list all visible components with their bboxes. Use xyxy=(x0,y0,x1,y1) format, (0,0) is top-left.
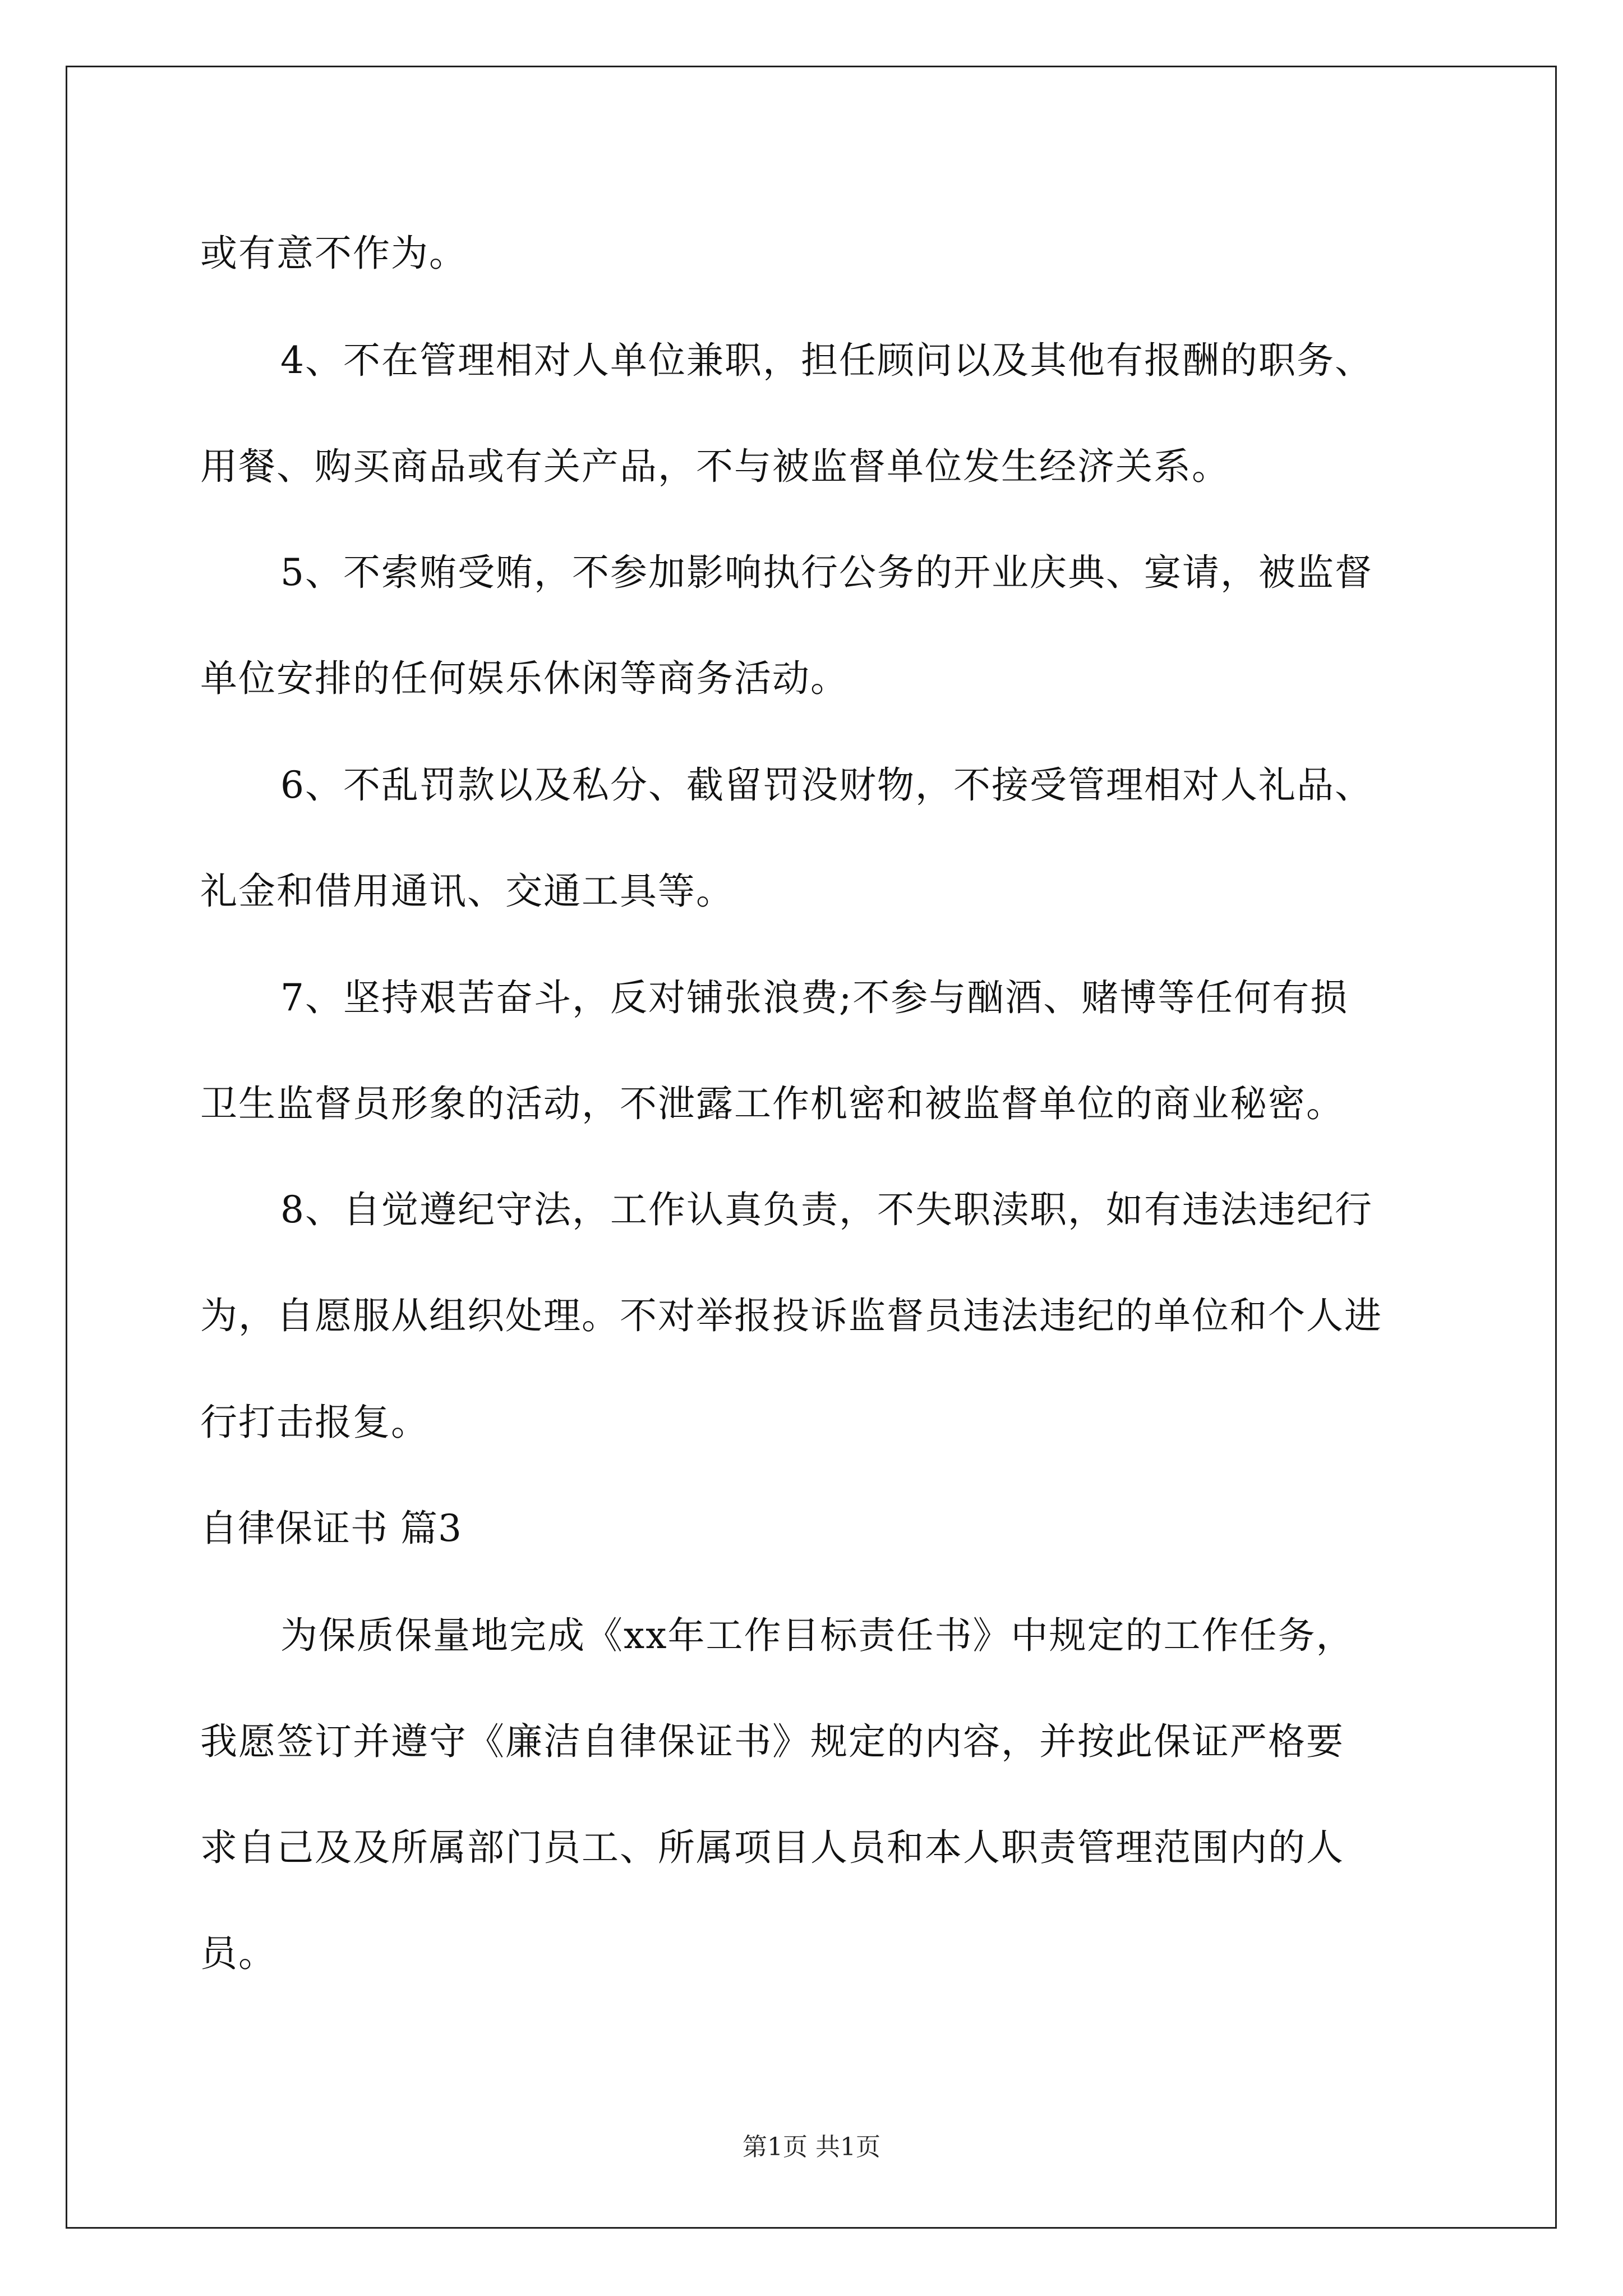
text-line: 行打击报复。 xyxy=(200,1401,429,1444)
text-line: 为，自愿服从组织处理。不对举报投诉监督员违法违纪的单位和个人进 xyxy=(200,1294,1382,1337)
text-line: 用餐、购买商品或有关产品，不与被监督单位发生经济关系。 xyxy=(200,445,1230,488)
text-line: 7、坚持艰苦奋斗，反对铺张浪费;不参与酗酒、赌博等任何有损 xyxy=(280,976,1349,1019)
text-line: 为保质保量地完成《xx年工作目标责任书》中规定的工作任务， xyxy=(280,1614,1354,1657)
text-line: 员。 xyxy=(200,1932,276,1975)
text-line: 或有意不作为。 xyxy=(200,232,467,275)
text-line: 卫生监督员形象的活动，不泄露工作机密和被监督单位的商业秘密。 xyxy=(200,1082,1344,1125)
text-line: 6、不乱罚款以及私分、截留罚没财物，不接受管理相对人礼品、 xyxy=(280,763,1373,807)
text-line: 8、自觉遵纪守法，工作认真负责，不失职渎职，如有违法违纪行 xyxy=(280,1188,1373,1231)
page-footer: 第1页 共1页 xyxy=(743,2133,880,2161)
text-line: 礼金和借用通讯、交通工具等。 xyxy=(200,869,734,913)
text-line: 4、不在管理相对人单位兼职，担任顾问以及其他有报酬的职务、 xyxy=(280,339,1373,382)
text-line: 求自己及及所属部门员工、所属项目人员和本人职责管理范围内的人 xyxy=(200,1826,1344,1869)
text-line: 单位安排的任何娱乐休闲等商务活动。 xyxy=(200,657,849,700)
section-heading: 自律保证书 篇3 xyxy=(200,1507,462,1550)
text-line: 5、不索贿受贿，不参加影响执行公务的开业庆典、宴请，被监督 xyxy=(280,551,1373,594)
text-line: 我愿签订并遵守《廉洁自律保证书》规定的内容，并按此保证严格要 xyxy=(200,1720,1344,1763)
page-border xyxy=(66,66,1557,2229)
